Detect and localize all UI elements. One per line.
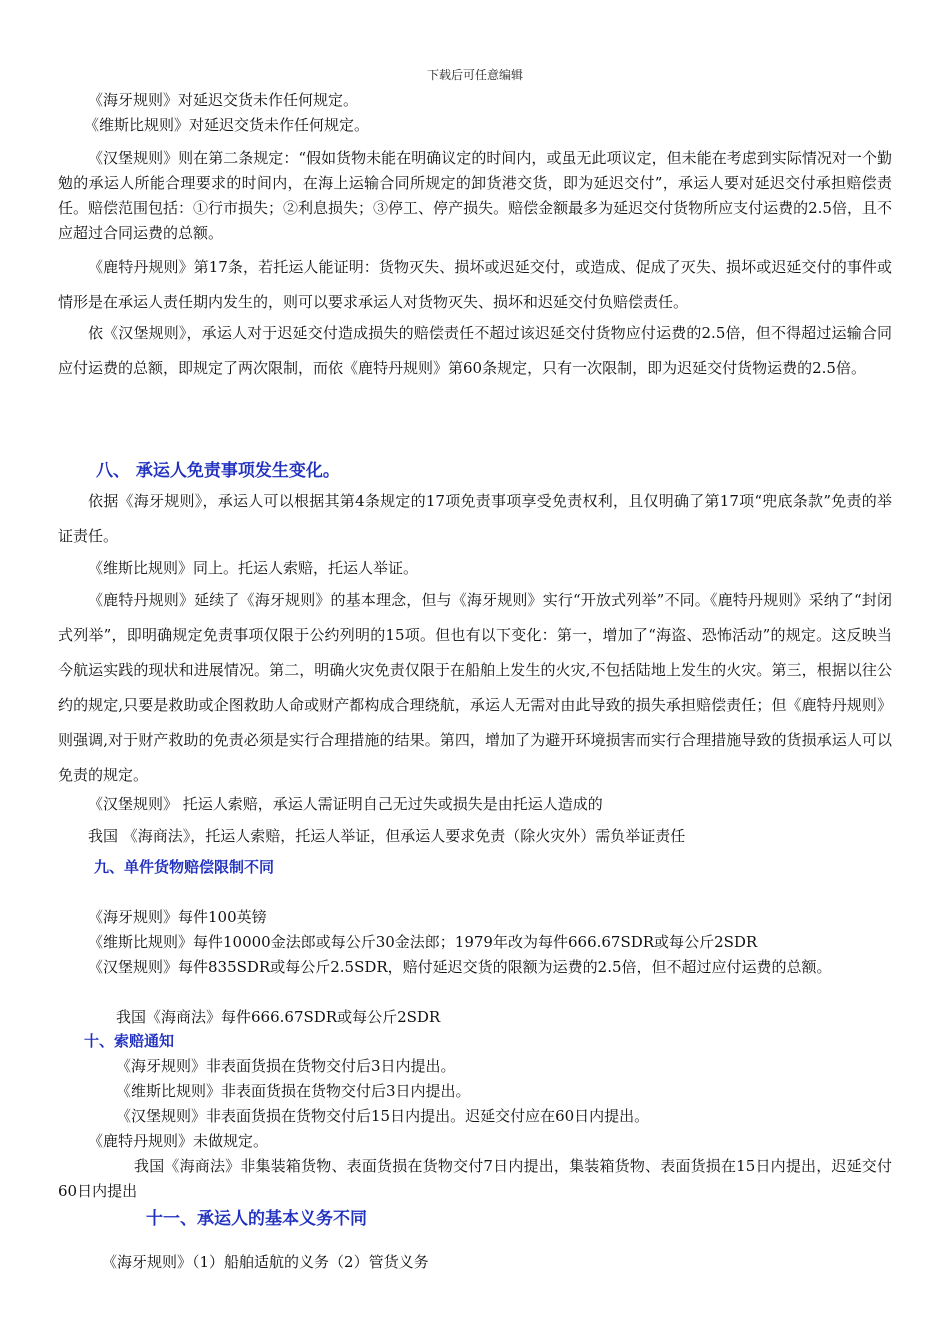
section-heading-9: 九、单件货物赔偿限制不同 — [94, 858, 275, 876]
paragraph-hague-exemptions: 依据《海牙规则》，承运人可以根据其第4条规定的17项免责事项享受免责权利，且仅明确了第17项“兜底条款”免责的举证责任。 — [58, 492, 892, 545]
paragraph-visby-delay: 《维斯比规则》对延迟交货未作任何规定。 — [84, 116, 370, 134]
paragraph-china-exemptions: 我国 《海商法》，托运人索赔，托运人举证，但承运人要求免责（除火灾外）需负举证责任 — [88, 827, 686, 845]
paragraph-delay-limit-comparison: 依《汉堡规则》，承运人对于迟延交付造成损失的赔偿责任不超过该迟延交付货物应付运费的2.5倍，但不得超过运输合同应付运费的总额，即规定了两次限制，而依《鹿特丹规则》第60条规定，只有一次限制，即为迟延交付货物运费的2.5倍。 — [58, 324, 892, 377]
paragraph-rotterdam-exemptions: 《鹿特丹规则》延续了《海牙规则》的基本理念，但与《海牙规则》实行“开放式列举”不同。《鹿特丹规则》采纳了“封闭式列举”，即明确规定免责事项仅限于公约列明的15项。但也有以下变化：第一，增加了“海盗、恐怖活动”的规定。这反映当今航运实践的现状和进展情况。第二，明确火灾免责仅限于在船舶上发生的火灾,不包括陆地上发生的火灾。第三，根据以往公约的规定,只要是救助或企图救助人命或财产都构成合理绕航，承运人无需对由此导致的损失承担赔偿责任；但《鹿特丹规则》则强调,对于财产救助的免责必须是实行合理措施的结果。第四，增加了为避开环境损害而实行合理措施导致的货损承运人可以免责的规定。 — [58, 591, 892, 784]
paragraph-visby-exemptions: 《维斯比规则》同上。托运人索赔，托运人举证。 — [88, 559, 419, 577]
section-heading-11: 十一、承运人的基本义务不同 — [146, 1209, 367, 1229]
paragraph-visby-notice: 《维斯比规则》非表面货损在货物交付后3日内提出。 — [116, 1082, 471, 1100]
paragraph-hamburg-exemptions: 《汉堡规则》 托运人索赔，承运人需证明自己无过失或损失是由托运人造成的 — [88, 795, 603, 813]
paragraph-china-limit: 我国《海商法》每件666.67SDR或每公斤2SDR — [116, 1008, 441, 1026]
paragraph-visby-limit: 《维斯比规则》每件10000金法郎或每公斤30金法郎；1979年改为每件666.67SDR或每公斤2SDR — [88, 933, 758, 951]
paragraph-hague-notice: 《海牙规则》非表面货损在货物交付后3日内提出。 — [116, 1057, 456, 1075]
paragraph-hamburg-notice: 《汉堡规则》非表面货损在货物交付后15日内提出。迟延交付应在60日内提出。 — [116, 1107, 650, 1125]
paragraph-hague-obligations: 《海牙规则》（1）船舶适航的义务（2）管货义务 — [102, 1253, 429, 1271]
paragraph-hague-delay: 《海牙规则》对延迟交货未作任何规定。 — [88, 91, 359, 109]
paragraph-rotterdam-article17: 《鹿特丹规则》第17条，若托运人能证明：货物灭失、损坏或迟延交付，或造成、促成了灭失、损坏或迟延交付的事件或情形是在承运人责任期内发生的，则可以要求承运人对货物灭失、损坏和迟延交付负赔偿责任。 — [58, 258, 892, 311]
page-header: 下载后可任意编辑 — [426, 68, 523, 82]
section-heading-10: 十、索赔通知 — [84, 1032, 175, 1050]
paragraph-china-notice: 我国《海商法》非集装箱货物、表面货损在货物交付7日内提出，集装箱货物、表面货损在15日内提出，迟延交付60日内提出 — [58, 1157, 892, 1200]
section-heading-8: 八、 承运人免责事项发生变化。 — [96, 461, 340, 481]
paragraph-hamburg-delay: 《汉堡规则》则在第二条规定：“假如货物未能在明确议定的时间内，或虽无此项议定，但未能在考虑到实际情况对一个勤勉的承运人所能合理要求的时间内，在海上运输合同所规定的卸货港交货，即为延迟交付”，承运人要对延迟交付承担赔偿责任。赔偿范围包括：①行市损失；②利息损失；③停工、停产损失。赔偿金额最多为延迟交付货物所应支付运费的2.5倍，且不应超过合同运费的总额。 — [58, 149, 892, 242]
paragraph-hague-limit: 《海牙规则》每件100英镑 — [88, 908, 267, 926]
paragraph-hamburg-limit: 《汉堡规则》每件835SDR或每公斤2.5SDR，赔付延迟交货的限额为运费的2.5倍，但不超过应付运费的总额。 — [88, 958, 832, 976]
paragraph-rotterdam-notice: 《鹿特丹规则》未做规定。 — [88, 1132, 269, 1150]
